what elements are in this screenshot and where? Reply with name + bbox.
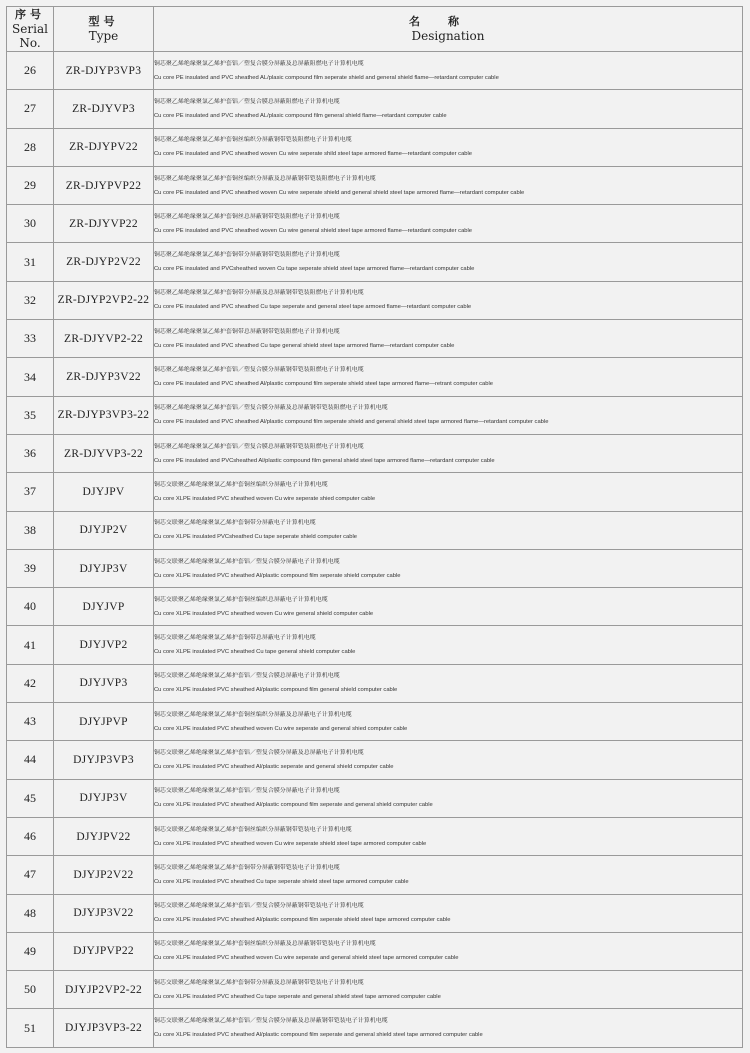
cable-type-code: DJYJPV	[54, 473, 154, 511]
designation-zh: 铜芯聚乙烯绝缘聚氯乙烯护套铜带分屏蔽钢带铠装阻燃电子计算机电缆	[154, 252, 340, 259]
designation-zh: 铜芯交联聚乙烯绝缘聚氯乙烯护套铝／塑复合膜分屏蔽电子计算机电缆	[154, 788, 340, 795]
cable-designation	[154, 52, 743, 90]
table-row	[7, 396, 743, 434]
cable-type-code: DJYJP2V22	[54, 856, 154, 894]
designation-zh: 铜芯交联聚乙烯绝缘聚氯乙烯护套铜丝编织分屏蔽电子计算机电缆	[154, 481, 328, 488]
designation-en: Cu core XLPE insulated PVC sheathed Cu tape seperate and general shield steel tape armored computer cable	[154, 993, 441, 1000]
serial-number: 27	[7, 90, 54, 128]
serial-number: 32	[7, 281, 54, 319]
table-row	[7, 549, 743, 587]
cable-type-code: DJYJP3V22	[54, 894, 154, 932]
designation-zh: 铜芯交联聚乙烯绝缘聚氯乙烯护套铝／塑复合膜分屏蔽钢带铠装电子计算机电缆	[154, 903, 364, 910]
designation-en: Cu core PE insulated and PVC sheathed Al/plastic compound film seperate shield steel tape armored flame—retrant computer cable	[154, 381, 493, 388]
cable-designation	[154, 128, 743, 166]
designation-zh: 铜芯聚乙烯绝缘聚氯乙烯护套铜丝编织分屏蔽及总屏蔽钢带铠装阻燃电子计算机电缆	[154, 175, 376, 182]
cable-type-code: ZR-DJYVP3	[54, 90, 154, 128]
serial-column-header	[7, 7, 54, 52]
serial-number: 31	[7, 243, 54, 281]
designation-en: Cu core XLPE insulated PVCsheathed Cu tape seperate shield computer cable	[154, 534, 358, 541]
serial-number: 43	[7, 703, 54, 741]
designation-en: Cu core PE insulated and PVC sheathed woven Cu wire seperate shild steel tape armored flame—retardant computer cable	[154, 151, 473, 158]
table-row	[7, 128, 743, 166]
table-row	[7, 281, 743, 319]
designation-zh: 铜芯交联聚乙烯绝缘聚氯乙烯护套铜丝编织分屏蔽及总屏蔽电子计算机电缆	[154, 711, 352, 718]
serial-header-en2: No.	[19, 36, 41, 50]
cable-type-code: DJYJPVP22	[54, 932, 154, 970]
designation-zh: 铜芯聚乙烯绝缘聚氯乙烯护套铜带总屏蔽钢带铠装阻燃电子计算机电缆	[154, 328, 340, 335]
table-row	[7, 320, 743, 358]
serial-number: 47	[7, 856, 54, 894]
cable-designation	[154, 894, 743, 932]
serial-number: 45	[7, 779, 54, 817]
designation-zh: 铜芯交联聚乙烯绝缘聚氯乙烯护套铝／塑复合膜分屏蔽电子计算机电缆	[154, 558, 340, 565]
cable-type-code: ZR-DJYVP3-22	[54, 434, 154, 472]
cable-type-code: DJYJP3VP3	[54, 741, 154, 779]
designation-en: Cu core XLPE insulated PVC sheathed woven Cu wire seperate shield steel tape armored computer cable	[154, 840, 427, 847]
serial-header-zh: 序号	[15, 8, 45, 21]
cable-type-code: ZR-DJYP3V22	[54, 358, 154, 396]
designation-zh: 铜芯聚乙烯绝缘聚氯乙烯护套铝／塑复合膜总屏蔽阻燃电子计算机电缆	[154, 98, 340, 105]
designation-en: Cu core XLPE insulated PVC sheathed Al/plastic compound film seperate shield steel tape armored computer cable	[154, 917, 451, 924]
cable-designation	[154, 741, 743, 779]
serial-number: 46	[7, 817, 54, 855]
table-row	[7, 90, 743, 128]
serial-header-en1: Serial	[12, 22, 48, 36]
serial-number: 26	[7, 52, 54, 90]
serial-number: 33	[7, 320, 54, 358]
cable-type-code: DJYJPV22	[54, 817, 154, 855]
designation-zh: 铜芯交联聚乙烯绝缘聚氯乙烯护套铝／塑复合膜总屏蔽电子计算机电缆	[154, 673, 340, 680]
table-row	[7, 932, 743, 970]
serial-number: 51	[7, 1009, 54, 1047]
serial-number: 49	[7, 932, 54, 970]
designation-en: Cu core XLPE insulated PVC sheathed Al/plastic compound film seperate shield computer cable	[154, 572, 401, 579]
serial-number: 34	[7, 358, 54, 396]
serial-number: 35	[7, 396, 54, 434]
table-row	[7, 511, 743, 549]
cable-type-code: ZR-DJYP3VP3-22	[54, 396, 154, 434]
designation-zh: 铜芯聚乙烯绝缘聚氯乙烯护套铝／塑复合膜分屏蔽钢带铠装阻燃电子计算机电缆	[154, 367, 364, 374]
serial-number: 30	[7, 205, 54, 243]
serial-number: 38	[7, 511, 54, 549]
designation-en: Cu core PE insulated and PVCsheathed Al/plastic compound film general shield steel tape armored flame—retardant computer cable	[154, 457, 495, 464]
designation-zh: 铜芯聚乙烯绝缘聚氯乙烯护套铜丝总屏蔽钢带铠装阻燃电子计算机电缆	[154, 213, 340, 220]
designation-zh: 铜芯交联聚乙烯绝缘聚氯乙烯护套铜带分屏蔽钢带铠装电子计算机电缆	[154, 864, 340, 871]
type-column-header	[54, 7, 154, 52]
serial-number: 50	[7, 971, 54, 1009]
table-row	[7, 243, 743, 281]
cable-spec-table	[6, 6, 743, 1048]
cable-type-code: ZR-DJYVP22	[54, 205, 154, 243]
designation-en: Cu core XLPE insulated PVC sheathed Al/plastic compound film general shield computer cable	[154, 687, 398, 694]
cable-designation	[154, 281, 743, 319]
cable-designation	[154, 856, 743, 894]
cable-designation	[154, 1009, 743, 1047]
designation-en: Cu core PE insulated and PVC sheathed woven Cu wire general shield steel tape armored flame—retardant computer cable	[154, 227, 473, 234]
cable-designation	[154, 205, 743, 243]
table-row	[7, 779, 743, 817]
designation-en: Cu core PE insulated and PVC sheathed AL/plasic compound film general shield flame—retardant computer cable	[154, 112, 447, 119]
serial-number: 28	[7, 128, 54, 166]
designation-en: Cu core PE insulated and PVC sheathed Cu tape seperate and general steel tape armoed flame—retardant computer cable	[154, 304, 472, 311]
designation-zh: 铜芯聚乙烯绝缘聚氯乙烯护套铜带分屏蔽及总屏蔽钢带铠装阻燃电子计算机电缆	[154, 290, 364, 297]
designation-en: Cu core XLPE insulated PVC sheathed woven Cu wire seperate and general shied computer cable	[154, 725, 408, 732]
designation-zh: 铜芯交联聚乙烯绝缘聚氯乙烯护套铝／塑复合膜分屏蔽及总屏蔽电子计算机电缆	[154, 749, 364, 756]
designation-zh: 铜芯聚乙烯绝缘聚氯乙烯护套铝／塑复合膜分屏蔽及总屏蔽钢带铠装阻燃电子计算机电缆	[154, 405, 388, 412]
serial-number: 41	[7, 626, 54, 664]
cable-designation	[154, 243, 743, 281]
cable-designation	[154, 588, 743, 626]
designation-en: Cu core XLPE insulated PVC sheathed woven Cu wire general shield computer cable	[154, 610, 374, 617]
serial-number: 48	[7, 894, 54, 932]
serial-number: 44	[7, 741, 54, 779]
table-row	[7, 626, 743, 664]
designation-en: Cu core PE insulated and PVCsheathed woven Cu tape seperate shield steel tape armored flame—retardant computer cable	[154, 266, 475, 273]
type-header-zh: 型号	[88, 15, 119, 28]
serial-number: 39	[7, 549, 54, 587]
table-row	[7, 166, 743, 204]
table-row	[7, 856, 743, 894]
cable-type-code: ZR-DJYP3VP3	[54, 52, 154, 90]
designation-en: Cu core PE insulated and PVC sheathed woven Cu wire seperate shield and general shield steel tape armored flame—retardant computer cable	[154, 189, 525, 196]
name-header-zh: 名称	[409, 15, 487, 28]
cable-type-code: DJYJP2V	[54, 511, 154, 549]
designation-zh: 铜芯交联聚乙烯绝缘聚氯乙烯护套铜带总屏蔽电子计算机电缆	[154, 635, 316, 642]
cable-designation	[154, 664, 743, 702]
cable-designation	[154, 932, 743, 970]
cable-designation	[154, 971, 743, 1009]
table-row	[7, 434, 743, 472]
designation-en: Cu core XLPE insulated PVC sheathed woven Cu wire seperate shied computer cable	[154, 495, 376, 502]
designation-en: Cu core PE insulated and PVC sheathed Cu tape general shield steel tape armored flame—retardant computer cable	[154, 342, 455, 349]
table-header-row	[7, 7, 743, 52]
table-row	[7, 741, 743, 779]
designation-zh: 铜芯交联聚乙烯绝缘聚氯乙烯护套铝／塑复合膜分屏蔽及总屏蔽钢带铠装电子计算机电缆	[154, 1018, 388, 1025]
serial-number: 36	[7, 434, 54, 472]
cable-type-code: DJYJVP2	[54, 626, 154, 664]
table-row	[7, 664, 743, 702]
designation-zh: 铜芯聚乙烯绝缘聚氯乙烯护套铜丝编织分屏蔽钢带铠装阻燃电子计算机电缆	[154, 137, 352, 144]
table-row	[7, 588, 743, 626]
cable-designation	[154, 396, 743, 434]
serial-number: 40	[7, 588, 54, 626]
designation-zh: 铜芯聚乙烯绝缘聚氯乙烯护套铝／塑复合膜分屏蔽及总屏蔽阻燃电子计算机电缆	[154, 60, 364, 67]
table-row	[7, 1009, 743, 1047]
designation-en: Cu core XLPE insulated PVC sheathed Al/plastic compound film seperate and general shield steel tape armored computer cable	[154, 1032, 483, 1039]
designation-zh: 铜芯交联聚乙烯绝缘聚氯乙烯护套铜带分屏蔽电子计算机电缆	[154, 520, 316, 527]
serial-number: 29	[7, 166, 54, 204]
cable-designation	[154, 817, 743, 855]
designation-en: Cu core XLPE insulated PVC sheathed Al/plastic compound film seperate and general shield computer cable	[154, 802, 433, 809]
designation-zh: 铜芯交联聚乙烯绝缘聚氯乙烯护套铜丝编织分屏蔽及总屏蔽钢带铠装电子计算机电缆	[154, 941, 376, 948]
name-header-en: Designation	[411, 29, 485, 43]
designation-zh: 铜芯交联聚乙烯绝缘聚氯乙烯护套铜带分屏蔽及总屏蔽钢带铠装电子计算机电缆	[154, 979, 364, 986]
cable-type-code: DJYJP3V	[54, 549, 154, 587]
cable-type-code: ZR-DJYPV22	[54, 128, 154, 166]
cable-type-code: DJYJP3VP3-22	[54, 1009, 154, 1047]
designation-en: Cu core PE insulated and PVC sheathed AL/plasic compound film seperate shield and general shield flame—retardant computer cable	[154, 74, 499, 81]
cable-designation	[154, 90, 743, 128]
designation-zh: 铜芯聚乙烯绝缘聚氯乙烯护套铝／塑复合膜总屏蔽钢带铠装阻燃电子计算机电缆	[154, 443, 364, 450]
cable-designation	[154, 626, 743, 664]
cable-type-code: DJYJPVP	[54, 703, 154, 741]
cable-designation	[154, 434, 743, 472]
designation-en: Cu core XLPE insulated PVC sheathed Al/plastic seperate and general shield computer cable	[154, 763, 394, 770]
cable-type-code: DJYJP2VP2-22	[54, 971, 154, 1009]
cable-designation	[154, 703, 743, 741]
table-row	[7, 894, 743, 932]
table-row	[7, 473, 743, 511]
cable-designation	[154, 779, 743, 817]
cable-designation	[154, 166, 743, 204]
name-column-header	[154, 7, 743, 52]
designation-en: Cu core PE insulated and PVC sheathed Al/plastic compound film seperate shield and general shield steel tape armored flame—retardant computer cable	[154, 419, 549, 426]
cable-type-code: DJYJVP	[54, 588, 154, 626]
table-row	[7, 358, 743, 396]
table-row	[7, 52, 743, 90]
designation-en: Cu core XLPE insulated PVC sheathed Cu tape seperate shield steel tape armored computer cable	[154, 878, 409, 885]
cable-designation	[154, 358, 743, 396]
cable-designation	[154, 511, 743, 549]
cable-type-code: ZR-DJYP2VP2-22	[54, 281, 154, 319]
table-row	[7, 703, 743, 741]
cable-type-code: ZR-DJYP2V22	[54, 243, 154, 281]
table-row	[7, 817, 743, 855]
table-row	[7, 205, 743, 243]
type-header-en: Type	[88, 29, 119, 43]
designation-en: Cu core XLPE insulated PVC sheathed woven Cu wire seperate and general shield steel tape armored computer cable	[154, 955, 459, 962]
serial-number: 42	[7, 664, 54, 702]
cable-type-code: ZR-DJYPVP22	[54, 166, 154, 204]
cable-designation	[154, 320, 743, 358]
cable-type-code: DJYJVP3	[54, 664, 154, 702]
table-row	[7, 971, 743, 1009]
serial-number: 37	[7, 473, 54, 511]
designation-zh: 铜芯交联聚乙烯绝缘聚氯乙烯护套铜丝编织总屏蔽电子计算机电缆	[154, 596, 328, 603]
cable-type-code: DJYJP3V	[54, 779, 154, 817]
cable-designation	[154, 473, 743, 511]
designation-en: Cu core XLPE insulated PVC sheathed Cu tape general shield computer cable	[154, 649, 356, 656]
designation-zh: 铜芯交联聚乙烯绝缘聚氯乙烯护套铜丝编织分屏蔽钢带铠装电子计算机电缆	[154, 826, 352, 833]
cable-designation	[154, 549, 743, 587]
cable-type-code: ZR-DJYVP2-22	[54, 320, 154, 358]
